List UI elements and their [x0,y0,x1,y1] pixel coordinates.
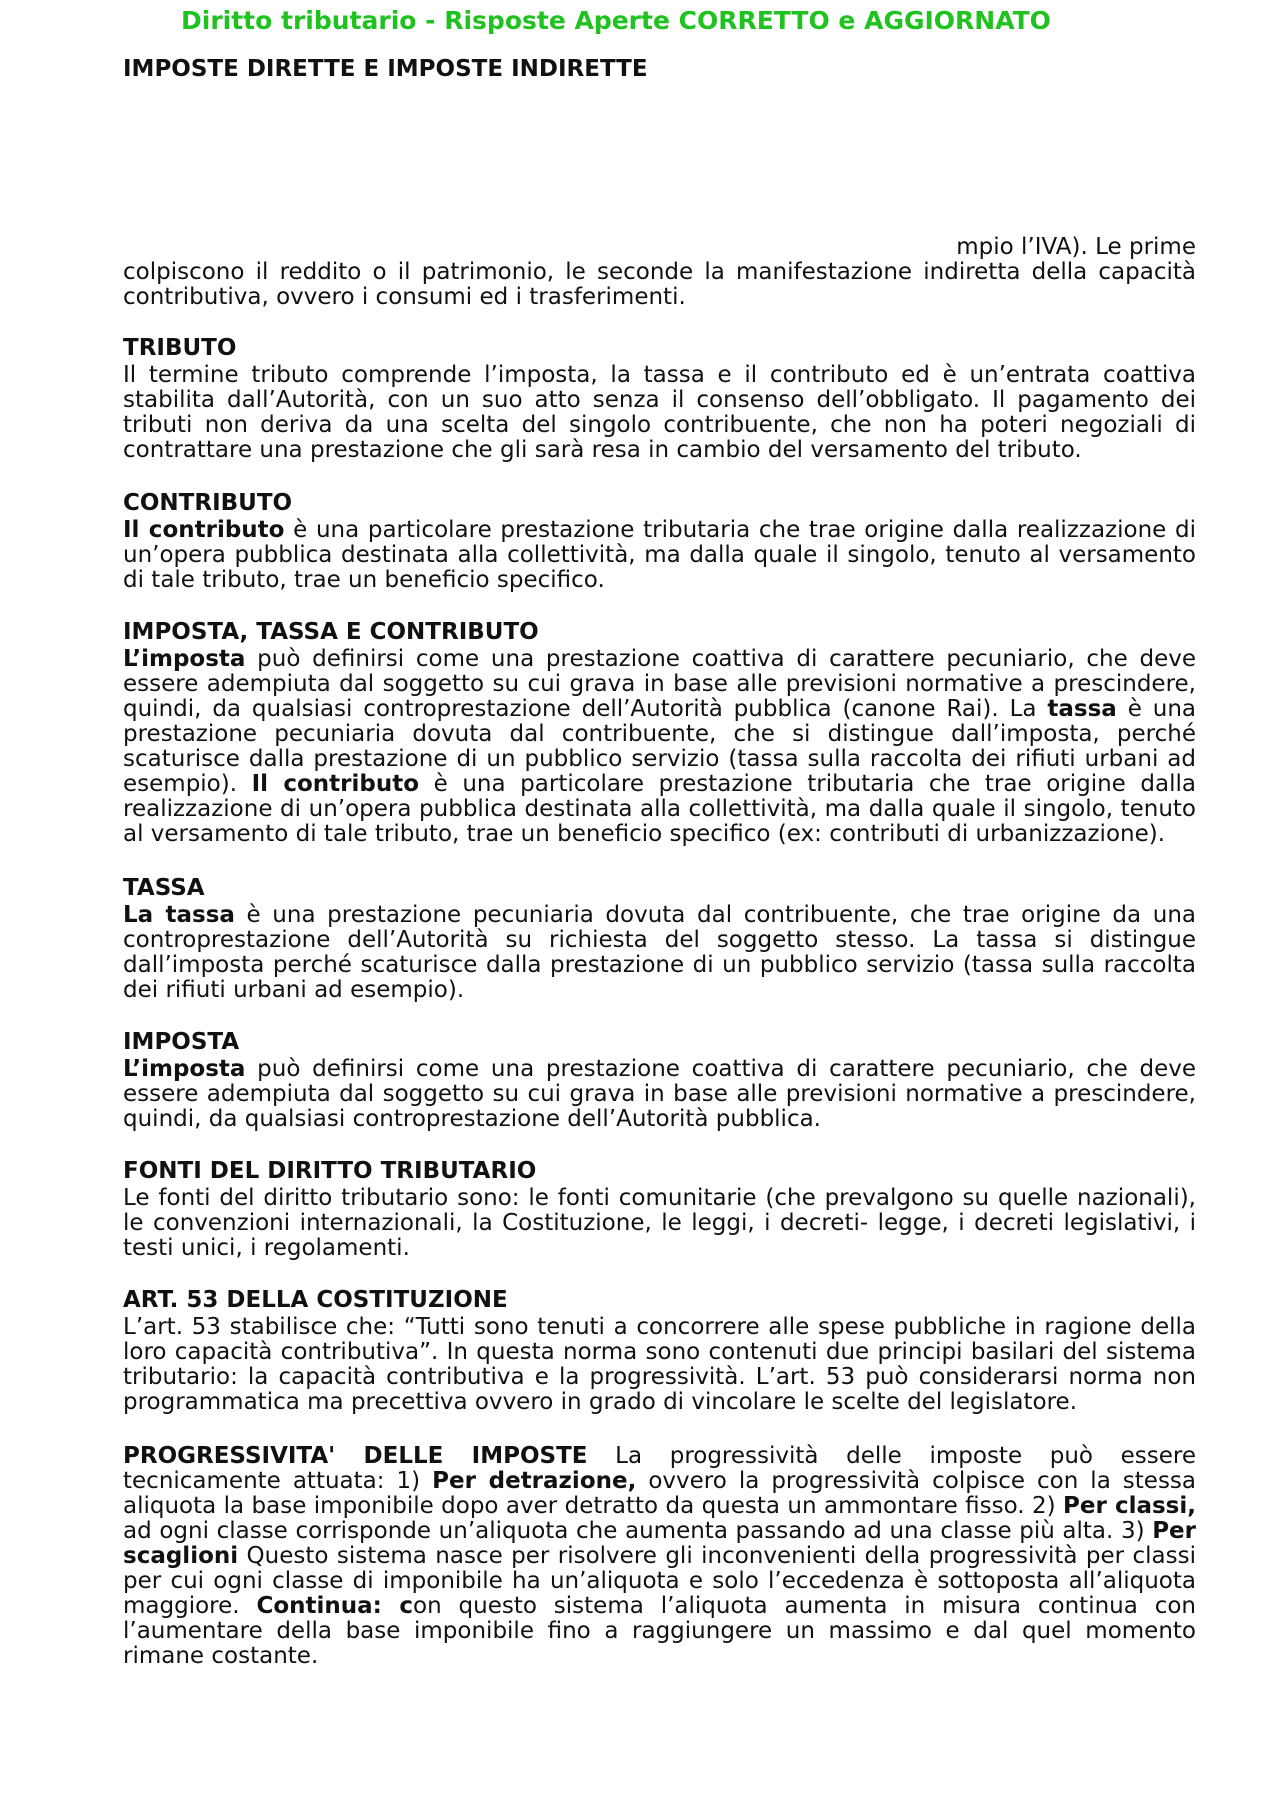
body-text: ovvero la progressività colpisce con la stessa aliquota la base imponibile dopo aver detratto da questa un ammontare fisso. 2) [123,1468,1197,1519]
document-title: Diritto tributario - Risposte Aperte CORRETTO e AGGIORNATO [181,6,1051,35]
body-text: Questo sistema nasce per risolvere gli inconvenienti della progressività per classi per cui ogni classe di imponibile ha un’aliquota e solo l’eccedenza è sottoposta all’aliquota maggiore. [123,1543,1196,1619]
bold-term: Il contributo [123,517,285,543]
section-imposta [123,1027,1196,1132]
body-text: può definirsi come una prestazione coattiva di carattere pecuniario, che deve essere adempiuta dal soggetto su cui grava in base alle previsioni normative a prescindere, quindi, da qualsiasi controprestazione dell’Autorità pubblica (canone Rai). La [123,646,1196,722]
section-body [123,647,1196,847]
body-text: è una prestazione pecuniaria dovuta dal contribuente, che si distingue dall’imposta, perché scaturisce dalla prestazione di un pubblico servizio (tassa sulla raccolta dei rifiuti urbani ad esempio). [123,696,1196,797]
section-tassa [123,873,1196,1003]
main-heading: IMPOSTE DIRETTE E IMPOSTE INDIRETTE [123,56,648,82]
bold-term: Il contributo [251,771,420,797]
bold-term: tassa [1047,696,1117,722]
body-text: ad ogni classe corrisponde un’aliquota che aumenta passando ad una classe più alta. 3) [123,1518,1153,1544]
section-title: PROGRESSIVITA' DELLE IMPOSTE [123,1443,588,1469]
intro-text: colpiscono il reddito o il patrimonio, le seconde la manifestazione indiretta della capacità contributiva, ovvero i consumi ed i trasferimenti. [123,259,1196,310]
section-body: L’art. 53 stabilisce che: “Tutti sono tenuti a concorrere alle spese pubbliche in ragione della loro capacità contributiva”. In questa norma sono contenuti due principi basilari del sistema tributario: la capacità contributiva e la progressività. L’art. 53 può considerarsi norma non programmatica ma precettiva ovvero in grado di vincolare le scelte del legislatore. [123,1314,1196,1415]
bold-term: L’imposta [123,646,246,672]
section-title: TASSA [123,875,205,901]
section-title: FONTI DEL DIRITTO TRIBUTARIO [123,1158,537,1184]
bold-term: Per classi, [1063,1493,1196,1519]
section-title: IMPOSTA, TASSA E CONTRIBUTO [123,619,539,645]
body-text: può definirsi come una prestazione coattiva di carattere pecuniario, che deve essere adempiuta dal soggetto su cui grava in base alle previsioni normative a prescindere, quindi, da qualsiasi controprestazione dell’Autorità pubblica. [123,1056,1196,1132]
bold-term: Continua: c [256,1593,414,1619]
section-body [123,518,1196,593]
section-title: CONTRIBUTO [123,490,293,516]
bold-term: Per scaglioni [123,1518,1196,1569]
section-body [123,903,1196,1003]
section-title: TRIBUTO [123,335,237,361]
section-contributo [123,488,1196,593]
body-text: è una particolare prestazione tributaria che trae origine dalla realizzazione di un’opera pubblica destinata alla collettività, ma dalla quale il singolo, tenuto al versamento di tale tributo, trae un beneficio specifico (ex: contributi di urbanizzazione). [123,771,1196,847]
section-body: Le fonti del diritto tributario sono: le fonti comunitarie (che prevalgono su quelle nazionali), le convenzioni internazionali, la Costituzione, le leggi, i decreti- legge, i decreti legislativi, i testi unici, i regolamenti. [123,1185,1196,1261]
section-body [123,1444,1196,1669]
section-body: Il termine tributo comprende l’imposta, la tassa e il contributo ed è un’entrata coattiva stabilita dall’Autorità, con un suo atto senza il consenso dell’obbligato. Il pagamento dei tributi non deriva da una scelta del singolo contribuente, che non ha poteri negoziali di contrattare una prestazione che gli sarà resa in cambio del versamento del tributo. [123,362,1196,463]
body-text: è una particolare prestazione tributaria che trae origine dalla realizzazione di un’opera pubblica destinata alla collettività, ma dalla quale il singolo, tenuto al versamento di tale tributo, trae un beneficio specifico. [123,517,1196,593]
section-title: IMPOSTA [123,1029,240,1055]
section-body [123,1057,1196,1132]
intro-clipped-block [123,235,1196,315]
section-progressivita [123,1444,1196,1669]
section-tributo [123,333,1196,463]
body-text: on questo sistema l’aliquota aumenta in misura continua con l’aumentare della base imponibile fino a raggiungere un massimo e dal quel momento rimane costante. [123,1593,1196,1669]
body-text: La progressività delle imposte può essere tecnicamente attuata: 1) [123,1443,1197,1494]
section-art53 [123,1285,1196,1415]
section-title: ART. 53 DELLA COSTITUZIONE [123,1287,508,1313]
intro-fragment: mpio l’IVA). Le prime [956,235,1196,260]
bold-term: L’imposta [123,1056,246,1082]
section-fonti [123,1156,1196,1261]
bold-term: La tassa [123,902,235,928]
section-imposta-tassa-contributo [123,617,1196,847]
body-text: è una prestazione pecuniaria dovuta dal contribuente, che trae origine da una controprestazione dell’Autorità su richiesta del soggetto stesso. La tassa si distingue dall’imposta perché scaturisce dalla prestazione di un pubblico servizio (tassa sulla raccolta dei rifiuti urbani ad esempio). [123,902,1196,1003]
bold-term: Per detrazione, [432,1468,637,1494]
